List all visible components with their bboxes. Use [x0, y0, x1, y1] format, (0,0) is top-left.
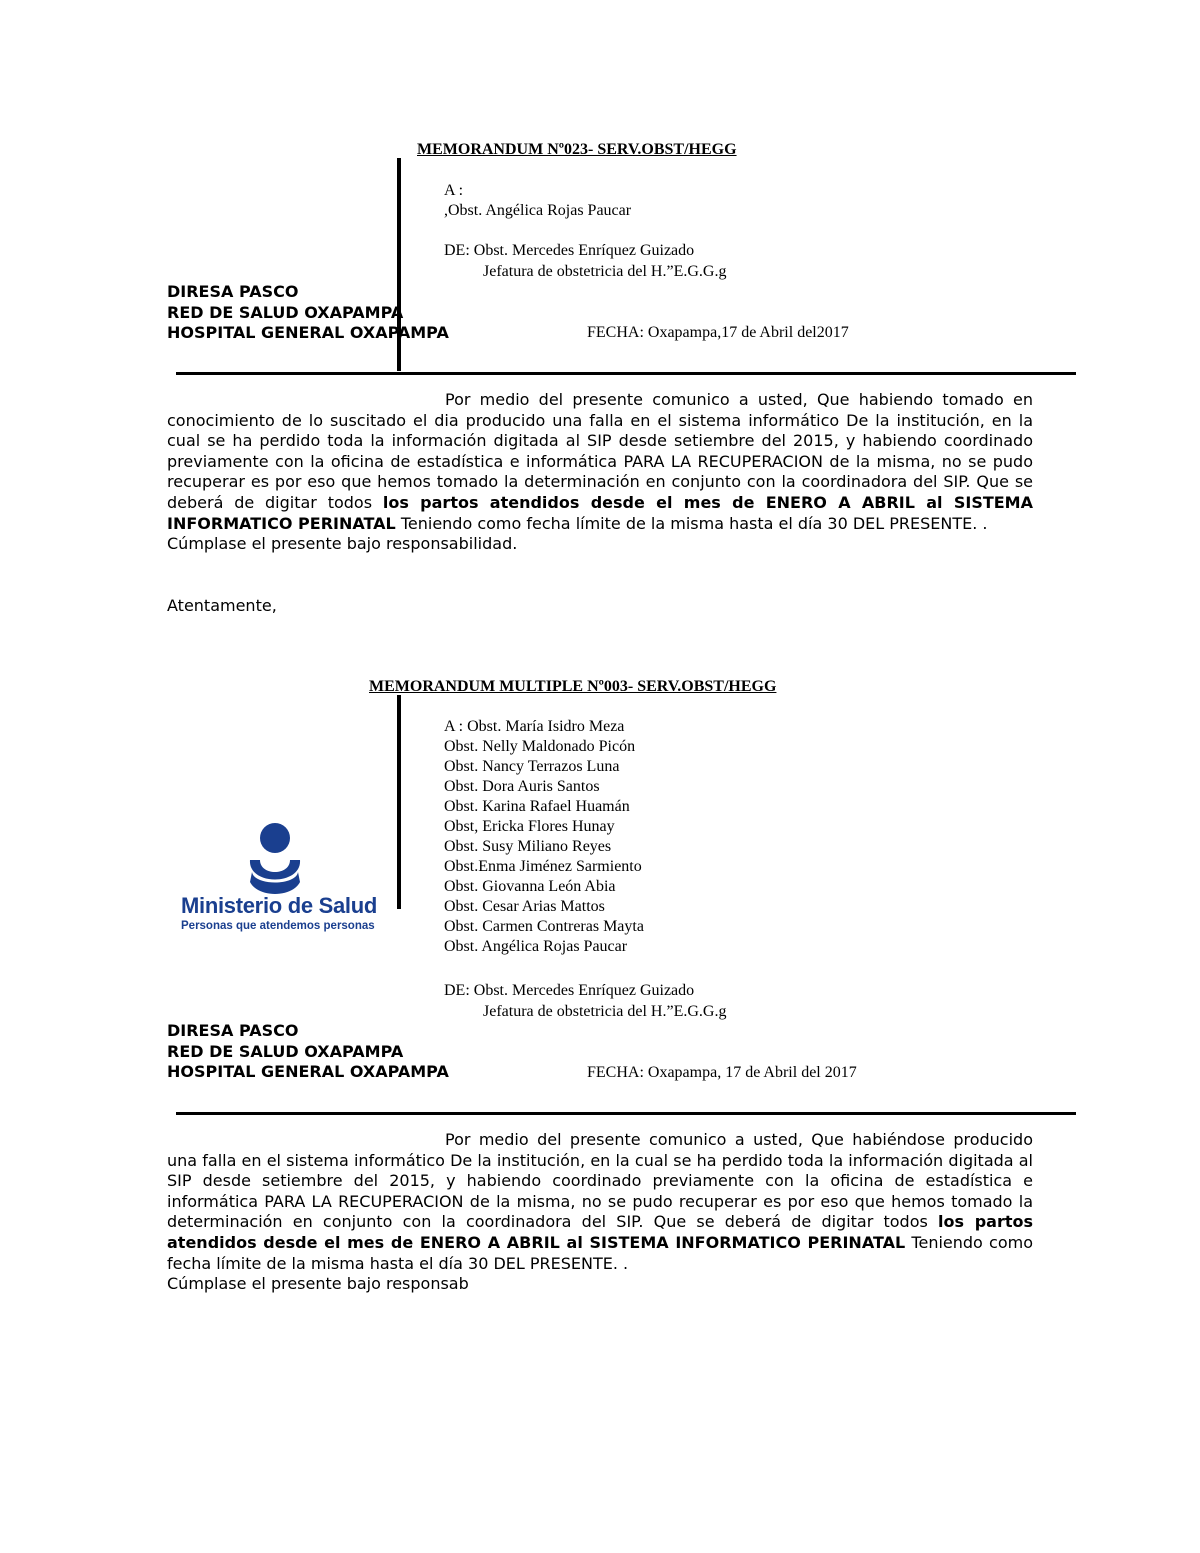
- memo2-recipient: Obst, Ericka Flores Hunay: [444, 818, 615, 835]
- memo1-closing: Cúmplase el presente bajo responsabilidad.: [167, 534, 518, 554]
- memo1-body-text-2: Teniendo como fecha límite de la misma hasta el día 30 DEL PRESENTE. .: [395, 513, 988, 533]
- memo2-recipient-list: [444, 717, 644, 957]
- memo1-signoff: Atentamente,: [167, 596, 277, 615]
- logo-tagline: Personas que atendemos personas: [181, 920, 375, 932]
- memo1-divider: [176, 372, 1076, 375]
- memo2-recipient: Obst.Enma Jiménez Sarmiento: [444, 858, 642, 875]
- memo2-from-role: Jefatura de obstetricia del H.”E.G.G.g: [483, 1003, 727, 1020]
- memo2-recipient: A : Obst. María Isidro Meza: [444, 718, 625, 735]
- memo2-org-line-3: HOSPITAL GENERAL OXAPAMPA: [167, 1062, 449, 1081]
- memo2-body-text-1: Por medio del presente comunico a usted, Que habiéndose producido una falla en el sistema informático De la institución, en la cual se ha perdido toda la información digitada al SIP desde setiembre del 2015, y habiendo coordinado previamente con la oficina de estadística e informática PARA LA RECUPERACION de la misma, no se pudo recuperar es por eso que hemos tomado la determinación en conjunto con la coordinadora del SIP. Que se deberá de digitar todos: [167, 1130, 1033, 1232]
- memo2-recipient: Obst. Nelly Maldonado Picón: [444, 738, 636, 755]
- memo2-recipient: Obst. Dora Auris Santos: [444, 778, 600, 795]
- memo1-org-line-2: RED DE SALUD OXAPAMPA: [167, 302, 404, 322]
- memo2-org-line-2: RED DE SALUD OXAPAMPA: [167, 1041, 404, 1061]
- memo2-org-block: [167, 1021, 449, 1083]
- memo2-recipient: Obst. Susy Miliano Reyes: [444, 838, 612, 855]
- memo2-title: MEMORANDUM MULTIPLE Nº003- SERV.OBST/HEGG: [369, 678, 777, 695]
- memo1-org-line-1: DIRESA PASCO: [167, 282, 299, 301]
- memo1-body: [167, 390, 1033, 555]
- memo1-org-line-3: HOSPITAL GENERAL OXAPAMPA: [167, 323, 449, 342]
- memo2-recipient: Obst. Carmen Contreras Mayta: [444, 918, 644, 935]
- memo2-from-line: DE: Obst. Mercedes Enríquez Guizado: [444, 982, 695, 999]
- memo2-date: FECHA: Oxapampa, 17 de Abril del 2017: [587, 1064, 857, 1081]
- memo2-recipient: Obst. Giovanna León Abia: [444, 878, 616, 895]
- memo1-title: MEMORANDUM Nº023- SERV.OBST/HEGG: [417, 141, 737, 158]
- logo-name: Ministerio de Salud: [181, 893, 377, 918]
- memo1-date: FECHA: Oxapampa,17 de Abril del2017: [587, 324, 849, 341]
- memo1-org-block: [167, 282, 449, 344]
- memo2-body: [167, 1130, 1033, 1295]
- memo1-body-paragraph: [167, 390, 1033, 534]
- memo2-body-paragraph: [167, 1130, 1033, 1274]
- memo2-recipient: Obst. Nancy Terrazos Luna: [444, 758, 620, 775]
- memo1-from-role: Jefatura de obstetricia del H.”E.G.G.g: [483, 263, 727, 280]
- memo1-body-bold: los partos atendidos desde el mes de ENERO A ABRIL al SISTEMA INFORMATICO PERINATAL: [167, 492, 1033, 533]
- memo2-recipient: Obst. Karina Rafael Huamán: [444, 798, 630, 815]
- memo2-body-text-2: Teniendo como fecha límite de la misma hasta el día 30 DEL PRESENTE. .: [167, 1232, 1034, 1273]
- memo1-body-text-1: Por medio del presente comunico a usted, Que habiendo tomado en conocimiento de lo suscitado el dia producido una falla en el sistema informático De la institución, en la cual se ha perdido toda la información digitada al SIP desde setiembre del 2015, y habiendo coordinado previamente con la oficina de estadística e informática PARA LA RECUPERACION de la misma, no se pudo recuperar es por eso que hemos tomado la determinación en conjunto con la coordinadora del SIP. Que se deberá de digitar todos: [167, 390, 1033, 512]
- memo1-from-line: DE: Obst. Mercedes Enríquez Guizado: [444, 242, 695, 259]
- memo2-body-bold: los partos atendidos desde el mes de ENERO A ABRIL al SISTEMA INFORMATICO PERINATAL: [167, 1212, 1034, 1252]
- memo1-to-name: ,Obst. Angélica Rojas Paucar: [444, 202, 632, 219]
- memo2-recipient: Obst. Angélica Rojas Paucar: [444, 938, 628, 955]
- memo2-org-line-1: DIRESA PASCO: [167, 1021, 299, 1040]
- memo1-to-label: A :: [444, 182, 464, 199]
- memo2-vertical-rule: [397, 695, 401, 909]
- memo2-recipient: Obst. Cesar Arias Mattos: [444, 898, 605, 915]
- memo2-closing: Cúmplase el presente bajo responsab: [167, 1274, 469, 1294]
- memo2-divider: [176, 1112, 1076, 1115]
